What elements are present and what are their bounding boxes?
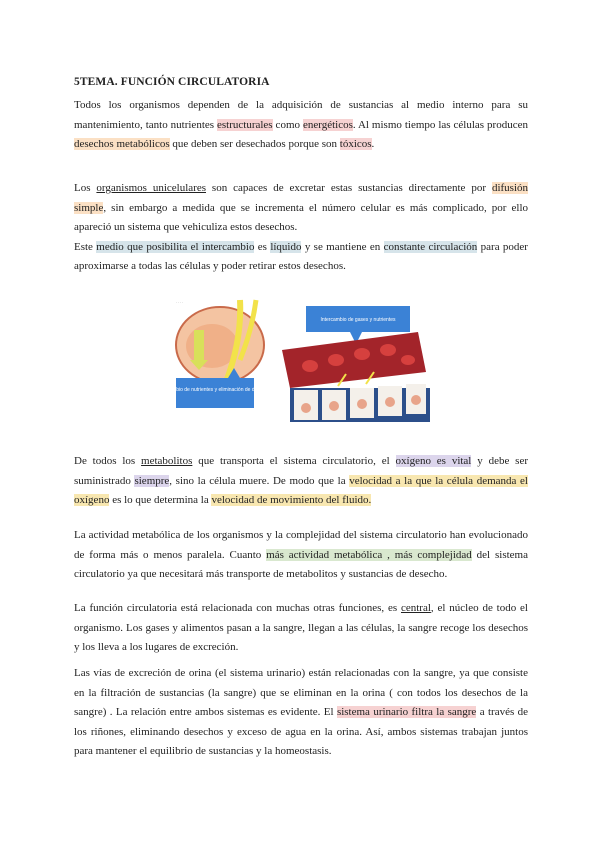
- text: , el núcleo de todo el organismo. Los gases y alimentos pasan a la sangre, llegan a las células, la sangre recoge los desechos y los lleva a los lugares de excreción.: [74, 602, 528, 653]
- cell-nucleus: [357, 399, 367, 409]
- text: son capaces de excretar estas sustancias directamente por: [206, 182, 492, 194]
- highlight: medio que posibilita el intercambio: [96, 240, 255, 253]
- paragraph-5: [74, 599, 528, 658]
- highlight: difusión simple: [74, 182, 528, 214]
- red-blood-cell: [401, 355, 415, 365]
- text: del sistema circulatorio ya que necesitará más transporte de metabolitos y sustancias de desecho.: [74, 548, 528, 580]
- underlined-term: organismos unicelulares: [96, 182, 206, 194]
- paragraph-4: [74, 526, 528, 585]
- text: La función circulatoria está relacionada con muchas otras funciones, es: [74, 602, 401, 614]
- text: .: [371, 138, 375, 150]
- callout-text-bottom: Intercambio de nutrientes y eliminación de desechos: [156, 387, 274, 393]
- highlight: constante circulación: [383, 240, 478, 253]
- highlight: velocidad a la que la célula demanda el oxígeno: [74, 474, 528, 506]
- cell-nucleus: [301, 403, 311, 413]
- text: y debe ser suministrado: [74, 455, 529, 487]
- text: y se mantiene en: [301, 240, 384, 253]
- highlight: estructurales: [217, 118, 273, 131]
- paragraph-2: [74, 179, 528, 277]
- red-blood-cell: [354, 348, 370, 360]
- highlight: oxígeno es vital: [395, 455, 472, 467]
- red-blood-cell: [302, 360, 318, 372]
- text: como: [272, 118, 303, 131]
- cell-nucleus: [385, 397, 395, 407]
- callout-box-bottom: [176, 378, 254, 408]
- highlight: siempre: [134, 474, 170, 487]
- red-blood-cell: [380, 344, 396, 356]
- text: Este: [74, 240, 97, 253]
- text: que deben ser desechados porque son: [169, 138, 340, 150]
- text: La actividad metabólica de los organismos y la complejidad del sistema circulatorio han evolucionado de forma más o menos paralela. Cuanto: [74, 529, 528, 561]
- text: para poder aproximarse a todas las células y poder retirar estos desechos.: [74, 240, 528, 272]
- highlight: sistema urinario filtra la sangre: [336, 706, 477, 718]
- text: a través de los riñones, eliminando desechos y exceso de agua en la orina. Así, ambos sistemas trabajan juntos para mantener el equilibrio de sustancias y la homeostasis.: [74, 706, 529, 757]
- highlight: desechos metabólicos: [74, 138, 170, 150]
- paragraph-6: [74, 664, 528, 762]
- yellow-arrow: [194, 330, 204, 360]
- paragraph-3: [74, 452, 528, 511]
- paragraph-1: [74, 96, 528, 155]
- text: es: [254, 240, 271, 253]
- text: , sin embargo a medida que se incrementa el número celular es más complicado, por ello apareció un sistema que vehiculiza estos desechos.: [74, 201, 528, 233]
- page-title: 5TEMA. FUNCIÓN CIRCULATORIA: [74, 76, 270, 88]
- callout-text-top: Intercambio de gases y nutrientes: [320, 317, 396, 323]
- highlight: más actividad metabólica , más complejidad: [266, 548, 472, 561]
- text: que transporta el sistema circulatorio, el: [192, 455, 396, 467]
- underlined-term: metabolitos: [141, 455, 193, 467]
- cell-nucleus: [411, 395, 421, 405]
- tiny-label: · · · ·: [176, 301, 184, 305]
- text: Los: [74, 182, 97, 194]
- highlight: energéticos: [302, 118, 353, 131]
- highlight: tóxicos: [339, 138, 372, 150]
- text: es lo que determina la: [109, 494, 212, 506]
- text: Todos los organismos dependen de la adquisición de sustancias al medio interno para su mantenimiento, tanto nutrientes: [74, 99, 528, 131]
- text: Las vías de excreción de orina (el sistema urinario) están relacionadas con la sangre, ya que consiste en la filtración de sustancias (la sangre) que se eliminan en la orina ( con todos los desechos de la sangre) . La relación entre ambos sistemas es evidente. El: [74, 667, 528, 718]
- text: , sino la célula muere. De modo que la: [169, 474, 350, 487]
- highlight: líquido: [270, 240, 302, 253]
- cell-nucleus: [329, 401, 339, 411]
- text: De todos los: [74, 455, 142, 467]
- highlight: velocidad de movimiento del fluido.: [211, 494, 372, 506]
- red-blood-cell: [328, 354, 344, 366]
- text: . Al mismo tiempo las células producen: [352, 118, 528, 131]
- underlined-term: central: [400, 602, 431, 614]
- circulation-figure: [156, 290, 432, 430]
